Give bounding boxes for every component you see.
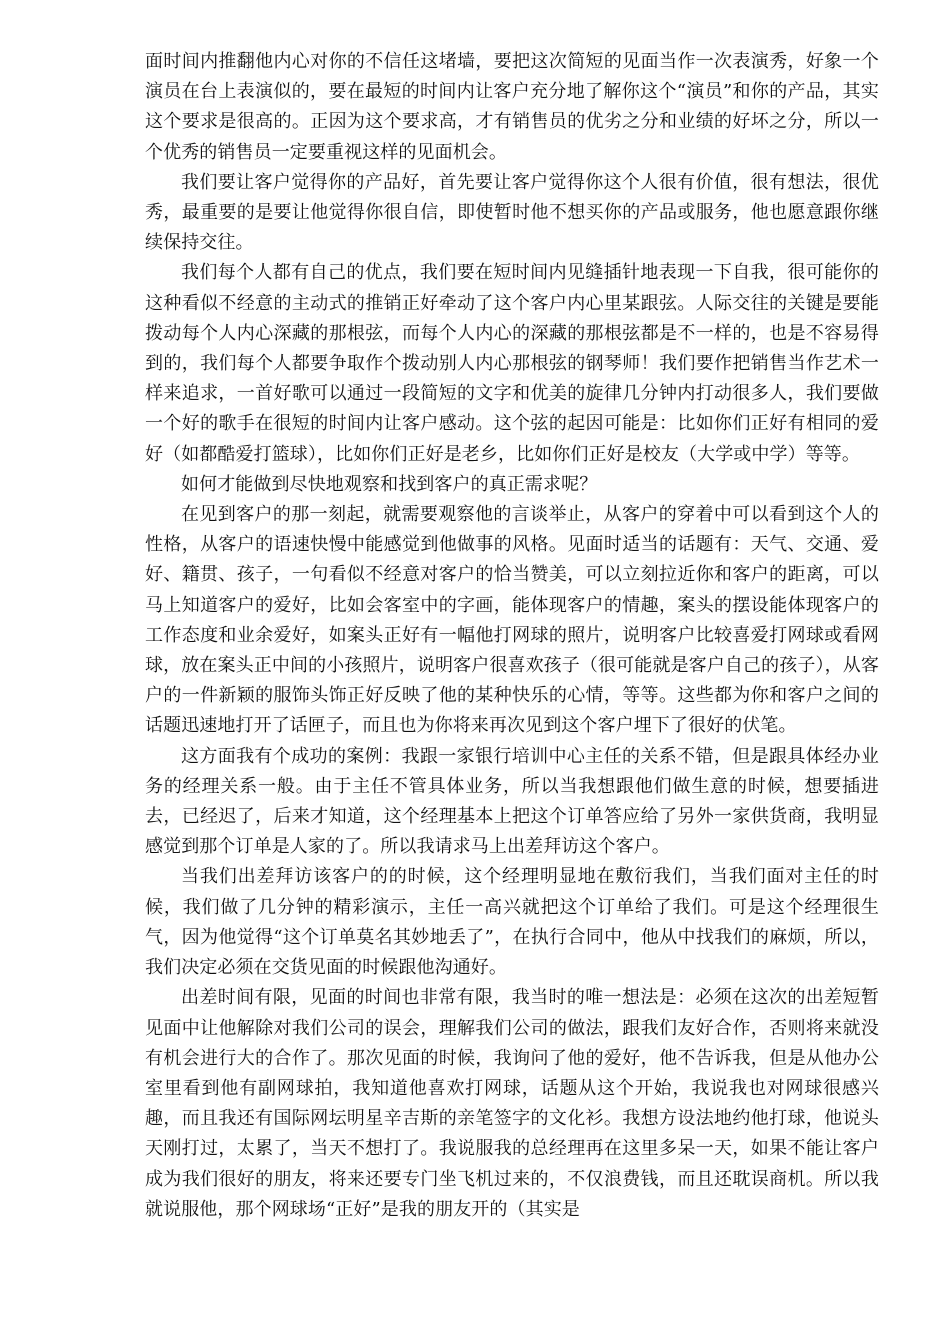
paragraph-3: 我们每个人都有自己的优点，我们要在短时间内见缝插针地表现一下自我，很可能你的这种看似不经意的主动式的推销正好牵动了这个客户内心里某跟弦。人际交往的关键是要能拨动每个人内心深藏的那根弦，而每个人内心的深藏的那根弦都是不一样的，也是不容易得到的，我们每个人都要争取作个拨动别人内心那根弦的钢琴师！我们要作把销售当作艺术一样来追求，一首好歌可以通过一段简短的文字和优美的旋律几分钟内打动很多人，我们要做一个好的歌手在很短的时间内让客户感动。这个弦的起因可能是：比如你们正好有相同的爱好（如都酷爱打篮球），比如你们正好是老乡，比如你们正好是校友（大学或中学）等等。 — [145, 262, 879, 465]
paragraph-4: 如何才能做到尽快地观察和找到客户的真正需求呢？ — [181, 473, 598, 495]
document-page — [145, 47, 879, 1225]
paragraph-7: 当我们出差拜访该客户的的时候，这个经理明显地在敷衍我们，当我们面对主任的时候，我们做了几分钟的精彩演示，主任一高兴就把这个订单给了我们。可是这个经理很生气，因为他觉得“这个订单莫名其妙地丢了”，在执行合同中，他从中找我们的麻烦，所以，我们决定必须在交货见面的时候跟他沟通好。 — [145, 866, 879, 979]
paragraph-5: 在见到客户的那一刻起，就需要观察他的言谈举止，从客户的穿着中可以看到这个人的性格，从客户的语速快慢中能感觉到他做事的风格。见面时适当的话题有：天气、交通、爱好、籍贯、孩子，一句看似不经意对客户的恰当赞美，可以立刻拉近你和客户的距离，可以马上知道客户的爱好，比如会客室中的字画，能体现客户的情趣，案头的摆设能体现客户的工作态度和业余爱好，如案头正好有一幅他打网球的照片，说明客户比较喜爱打网球或看网球，放在案头正中间的小孩照片，说明客户很喜欢孩子（很可能就是客户自己的孩子），从客户的一件新颖的服饰头饰正好反映了他的某种快乐的心情，等等。这些都为你和客户之间的话题迅速地打开了话匣子，而且也为你将来再次见到这个客户埋下了很好的伏笔。 — [145, 504, 879, 737]
paragraph-1: 面时间内推翻他内心对你的不信任这堵墙，要把这次简短的见面当作一次表演秀，好象一个演员在台上表演似的，要在最短的时间内让客户充分地了解你这个“演员”和你的产品，其实这个要求是很高的。正因为这个要求高，才有销售员的优劣之分和业绩的好坏之分，所以一个优秀的销售员一定要重视这样的见面机会。 — [145, 51, 879, 163]
paragraph-8: 出差时间有限，见面的时间也非常有限，我当时的唯一想法是：必须在这次的出差短暂见面中让他解除对我们公司的误会，理解我们公司的做法，跟我们友好合作，否则将来就没有机会进行大的合作了。那次见面的时候，我询问了他的爱好，他不告诉我，但是从他办公室里看到他有副网球拍，我知道他喜欢打网球，话题从这个开始，我说我也对网球很感兴趣，而且我还有国际网坛明星辛吉斯的亲笔签字的文化衫。我想方设法地约他打球，他说头天刚打过，太累了，当天不想打了。我说服我的总经理再在这里多呆一天，如果不能让客户成为我们很好的朋友，将来还要专门坐飞机过来的，不仅浪费钱，而且还耽误商机。所以我就说服他，那个网球场“正好”是我的朋友开的（其实是 — [145, 987, 879, 1220]
paragraph-6: 这方面我有个成功的案例：我跟一家银行培训中心主任的关系不错，但是跟具体经办业务的经理关系一般。由于主任不管具体业务，所以当我想跟他们做生意的时候，想要插进去，已经迟了，后来才知道，这个经理基本上把这个订单答应给了另外一家供货商，我明显感觉到那个订单是人家的了。所以我请求马上出差拜访这个客户。 — [145, 745, 879, 858]
paragraph-2: 我们要让客户觉得你的产品好，首先要让客户觉得你这个人很有价值，很有想法，很优秀，最重要的是要让他觉得你很自信，即使暂时他不想买你的产品或服务，他也愿意跟你继续保持交往。 — [145, 171, 879, 254]
